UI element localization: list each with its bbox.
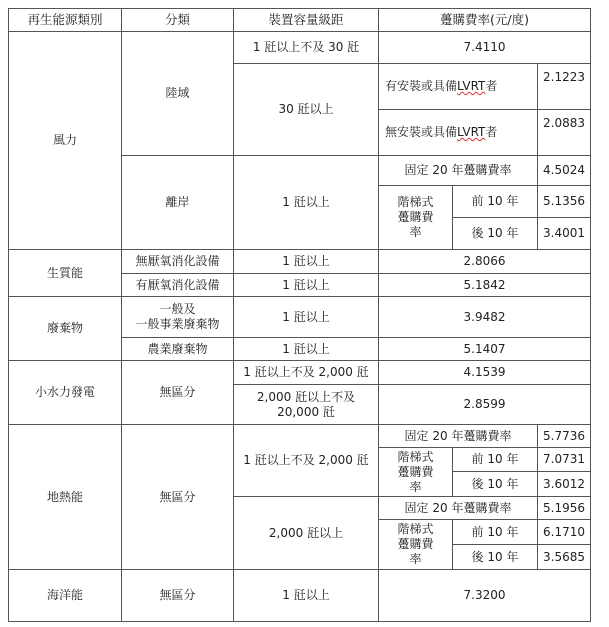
header-rate: 躉購費率(元/度) — [378, 8, 591, 32]
hydro-small-range: 1 瓩以上不及 2,000 瓩 — [233, 360, 379, 385]
geo-large-last10-label: 後 10 年 — [452, 544, 538, 570]
waste-general-category — [121, 296, 234, 338]
lvrt-yes-label — [378, 63, 538, 110]
lvrt-no-rate: 2.0883 — [537, 109, 591, 156]
biomass-row2-category: 有厭氧消化設備 — [121, 273, 234, 297]
lvrt-yes-rate: 2.1223 — [537, 63, 591, 110]
header-capacity: 裝置容量級距 — [233, 8, 379, 32]
waste-general-range: 1 瓩以上 — [233, 296, 379, 338]
onshore-large-range: 30 瓩以上 — [233, 63, 379, 156]
header-category: 分類 — [121, 8, 234, 32]
waste-agri-rate: 5.1407 — [378, 337, 591, 361]
hydro-large-range-line1: 2,000 瓩以上不及 — [256, 389, 356, 404]
geo-small-last10-label: 後 10 年 — [452, 471, 538, 497]
onshore-small-rate: 7.4110 — [378, 31, 591, 64]
waste-general-rate: 3.9482 — [378, 296, 591, 338]
lvrt-no-label — [378, 109, 538, 156]
onshore-small-range: 1 瓩以上不及 30 瓩 — [233, 31, 379, 64]
geo-large-first10-rate: 6.1710 — [537, 519, 591, 545]
source-ocean: 海洋能 — [8, 569, 122, 622]
offshore-last10-label: 後 10 年 — [452, 217, 538, 250]
hydro-large-range-line2: 20,000 瓩 — [277, 404, 335, 419]
header-source: 再生能源類別 — [8, 8, 122, 32]
category-offshore: 離岸 — [121, 155, 234, 250]
source-biomass: 生質能 — [8, 249, 122, 297]
offshore-fixed-label: 固定 20 年躉購費率 — [378, 155, 538, 186]
lvrt-yes-prefix: 有安裝或具備 — [385, 79, 458, 93]
source-waste: 廢棄物 — [8, 296, 122, 361]
lvrt-no-word: LVRT — [457, 125, 486, 139]
hydro-large-range — [233, 384, 379, 425]
offshore-fixed-rate: 4.5024 — [537, 155, 591, 186]
geo-large-last10-rate: 3.5685 — [537, 544, 591, 570]
geo-large-range: 2,000 瓩以上 — [233, 496, 379, 570]
biomass-row2-rate: 5.1842 — [378, 273, 591, 297]
source-geothermal: 地熱能 — [8, 424, 122, 570]
hydro-category: 無區分 — [121, 360, 234, 425]
geo-large-fixed-label: 固定 20 年躉購費率 — [378, 496, 538, 520]
geo-small-first10-label: 前 10 年 — [452, 447, 538, 472]
geo-large-first10-label: 前 10 年 — [452, 519, 538, 545]
category-onshore: 陸域 — [121, 31, 234, 156]
biomass-row1-category: 無厭氧消化設備 — [121, 249, 234, 274]
waste-general-line1: 一般及 — [159, 302, 196, 316]
geo-small-first10-rate: 7.0731 — [537, 447, 591, 472]
geo-small-last10-rate: 3.6012 — [537, 471, 591, 497]
lvrt-yes-word: LVRT — [457, 79, 486, 93]
offshore-tiered-text: 階梯式躉購費率 — [397, 195, 434, 239]
lvrt-no-suffix: 者 — [485, 125, 498, 139]
geo-large-tiered-text: 階梯式躉購費率 — [397, 522, 434, 566]
geo-large-fixed-rate: 5.1956 — [537, 496, 591, 520]
hydro-large-rate: 2.8599 — [378, 384, 591, 425]
waste-agri-category: 農業廢棄物 — [121, 337, 234, 361]
offshore-first10-rate: 5.1356 — [537, 185, 591, 218]
geo-small-tiered-text: 階梯式躉購費率 — [397, 449, 434, 494]
source-hydro: 小水力發電 — [8, 360, 122, 425]
geothermal-category: 無區分 — [121, 424, 234, 570]
geo-small-range: 1 瓩以上不及 2,000 瓩 — [233, 424, 379, 497]
waste-agri-range: 1 瓩以上 — [233, 337, 379, 361]
geo-small-tiered-label — [378, 447, 453, 497]
lvrt-yes-suffix: 者 — [485, 79, 498, 93]
geo-large-tiered-label — [378, 519, 453, 570]
offshore-last10-rate: 3.4001 — [537, 217, 591, 250]
offshore-range: 1 瓩以上 — [233, 155, 379, 250]
biomass-row1-rate: 2.8066 — [378, 249, 591, 274]
ocean-range: 1 瓩以上 — [233, 569, 379, 622]
biomass-row2-range: 1 瓩以上 — [233, 273, 379, 297]
lvrt-no-prefix: 無安裝或具備 — [385, 125, 458, 139]
biomass-row1-range: 1 瓩以上 — [233, 249, 379, 274]
offshore-first10-label: 前 10 年 — [452, 185, 538, 218]
hydro-small-rate: 4.1539 — [378, 360, 591, 385]
ocean-rate: 7.3200 — [378, 569, 591, 622]
source-wind: 風力 — [8, 31, 122, 250]
ocean-category: 無區分 — [121, 569, 234, 622]
waste-general-line2: 一般事業廢棄物 — [135, 317, 220, 331]
offshore-tiered-label — [378, 185, 453, 250]
geo-small-fixed-label: 固定 20 年躉購費率 — [378, 424, 538, 448]
geo-small-fixed-rate: 5.7736 — [537, 424, 591, 448]
